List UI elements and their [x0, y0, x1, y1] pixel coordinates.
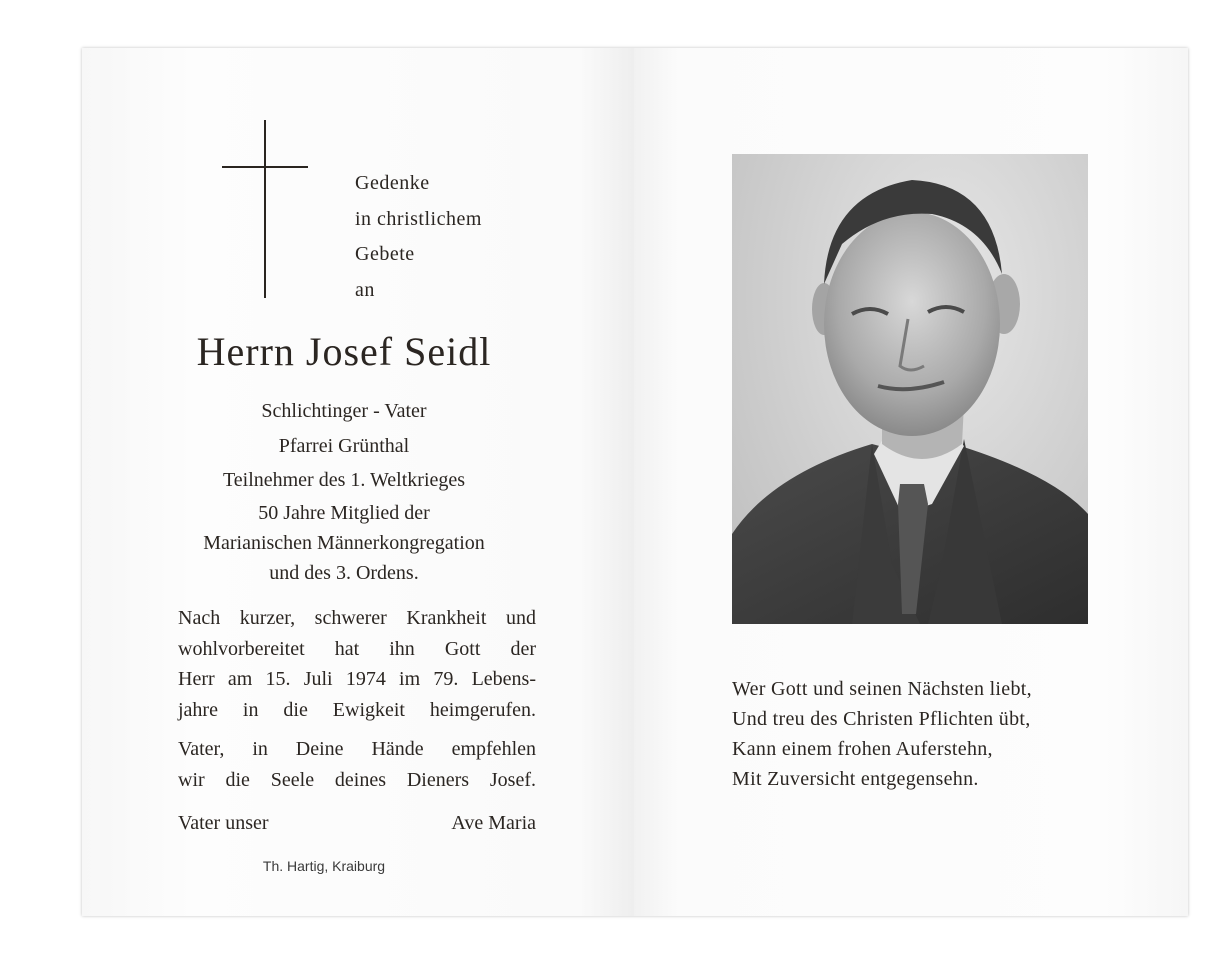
intro-line: an — [355, 278, 375, 301]
death-notice-paragraph — [178, 603, 536, 725]
poem-line: Und treu des Christen Pflichten übt, — [732, 708, 1031, 730]
detail-line: Teilnehmer des 1. Weltkrieges — [222, 469, 466, 491]
paragraph-line: wohlvorbereitet hat ihn Gott der — [178, 637, 536, 660]
memorial-card — [82, 48, 1188, 916]
poem-line: Kann einem frohen Auferstehn, — [732, 738, 993, 760]
portrait-photo — [732, 154, 1088, 624]
detail-line: Pfarrei Grünthal — [278, 434, 410, 457]
detail-line: und des 3. Ordens. — [269, 561, 419, 584]
prayer-ave-maria: Ave Maria — [451, 812, 536, 834]
paragraph-line: Nach kurzer, schwerer Krankheit und — [178, 607, 536, 629]
detail-line: Schlichtinger - Vater — [261, 400, 427, 422]
paragraph-line: Vater, in Deine Hände empfehlen — [178, 738, 536, 760]
paragraph-line: jahre in die Ewigkeit heimgerufen. — [178, 698, 536, 721]
detail-line: Marianischen Männerkongregation — [203, 531, 485, 554]
paragraph-line: wir die Seele deines Dieners Josef. — [178, 768, 536, 791]
intro-line: Gebete — [355, 243, 415, 265]
intro-text — [355, 166, 482, 308]
prayer-paragraph — [178, 734, 536, 795]
intro-line: Gedenke — [355, 172, 430, 194]
prayer-names — [178, 812, 536, 835]
cross-icon — [222, 120, 308, 298]
detail-line: 50 Jahre Mitglied der — [258, 501, 430, 524]
printer-imprint: Th. Hartig, Kraiburg — [262, 858, 386, 874]
poem-line: Mit Zuversicht entgegensehn. — [732, 768, 979, 790]
paragraph-line: Herr am 15. Juli 1974 im 79. Lebens- — [178, 668, 536, 690]
right-panel — [634, 48, 1188, 916]
poem-line: Wer Gott und seinen Nächsten liebt, — [732, 678, 1032, 700]
details-block — [68, 394, 620, 588]
portrait-illustration — [732, 154, 1088, 624]
intro-line: in christlichem — [355, 207, 482, 230]
left-panel — [82, 48, 634, 916]
prayer-vater-unser: Vater unser — [178, 812, 269, 834]
deceased-name: Herrn Josef Seidl — [196, 329, 492, 374]
memorial-poem — [732, 674, 1032, 794]
